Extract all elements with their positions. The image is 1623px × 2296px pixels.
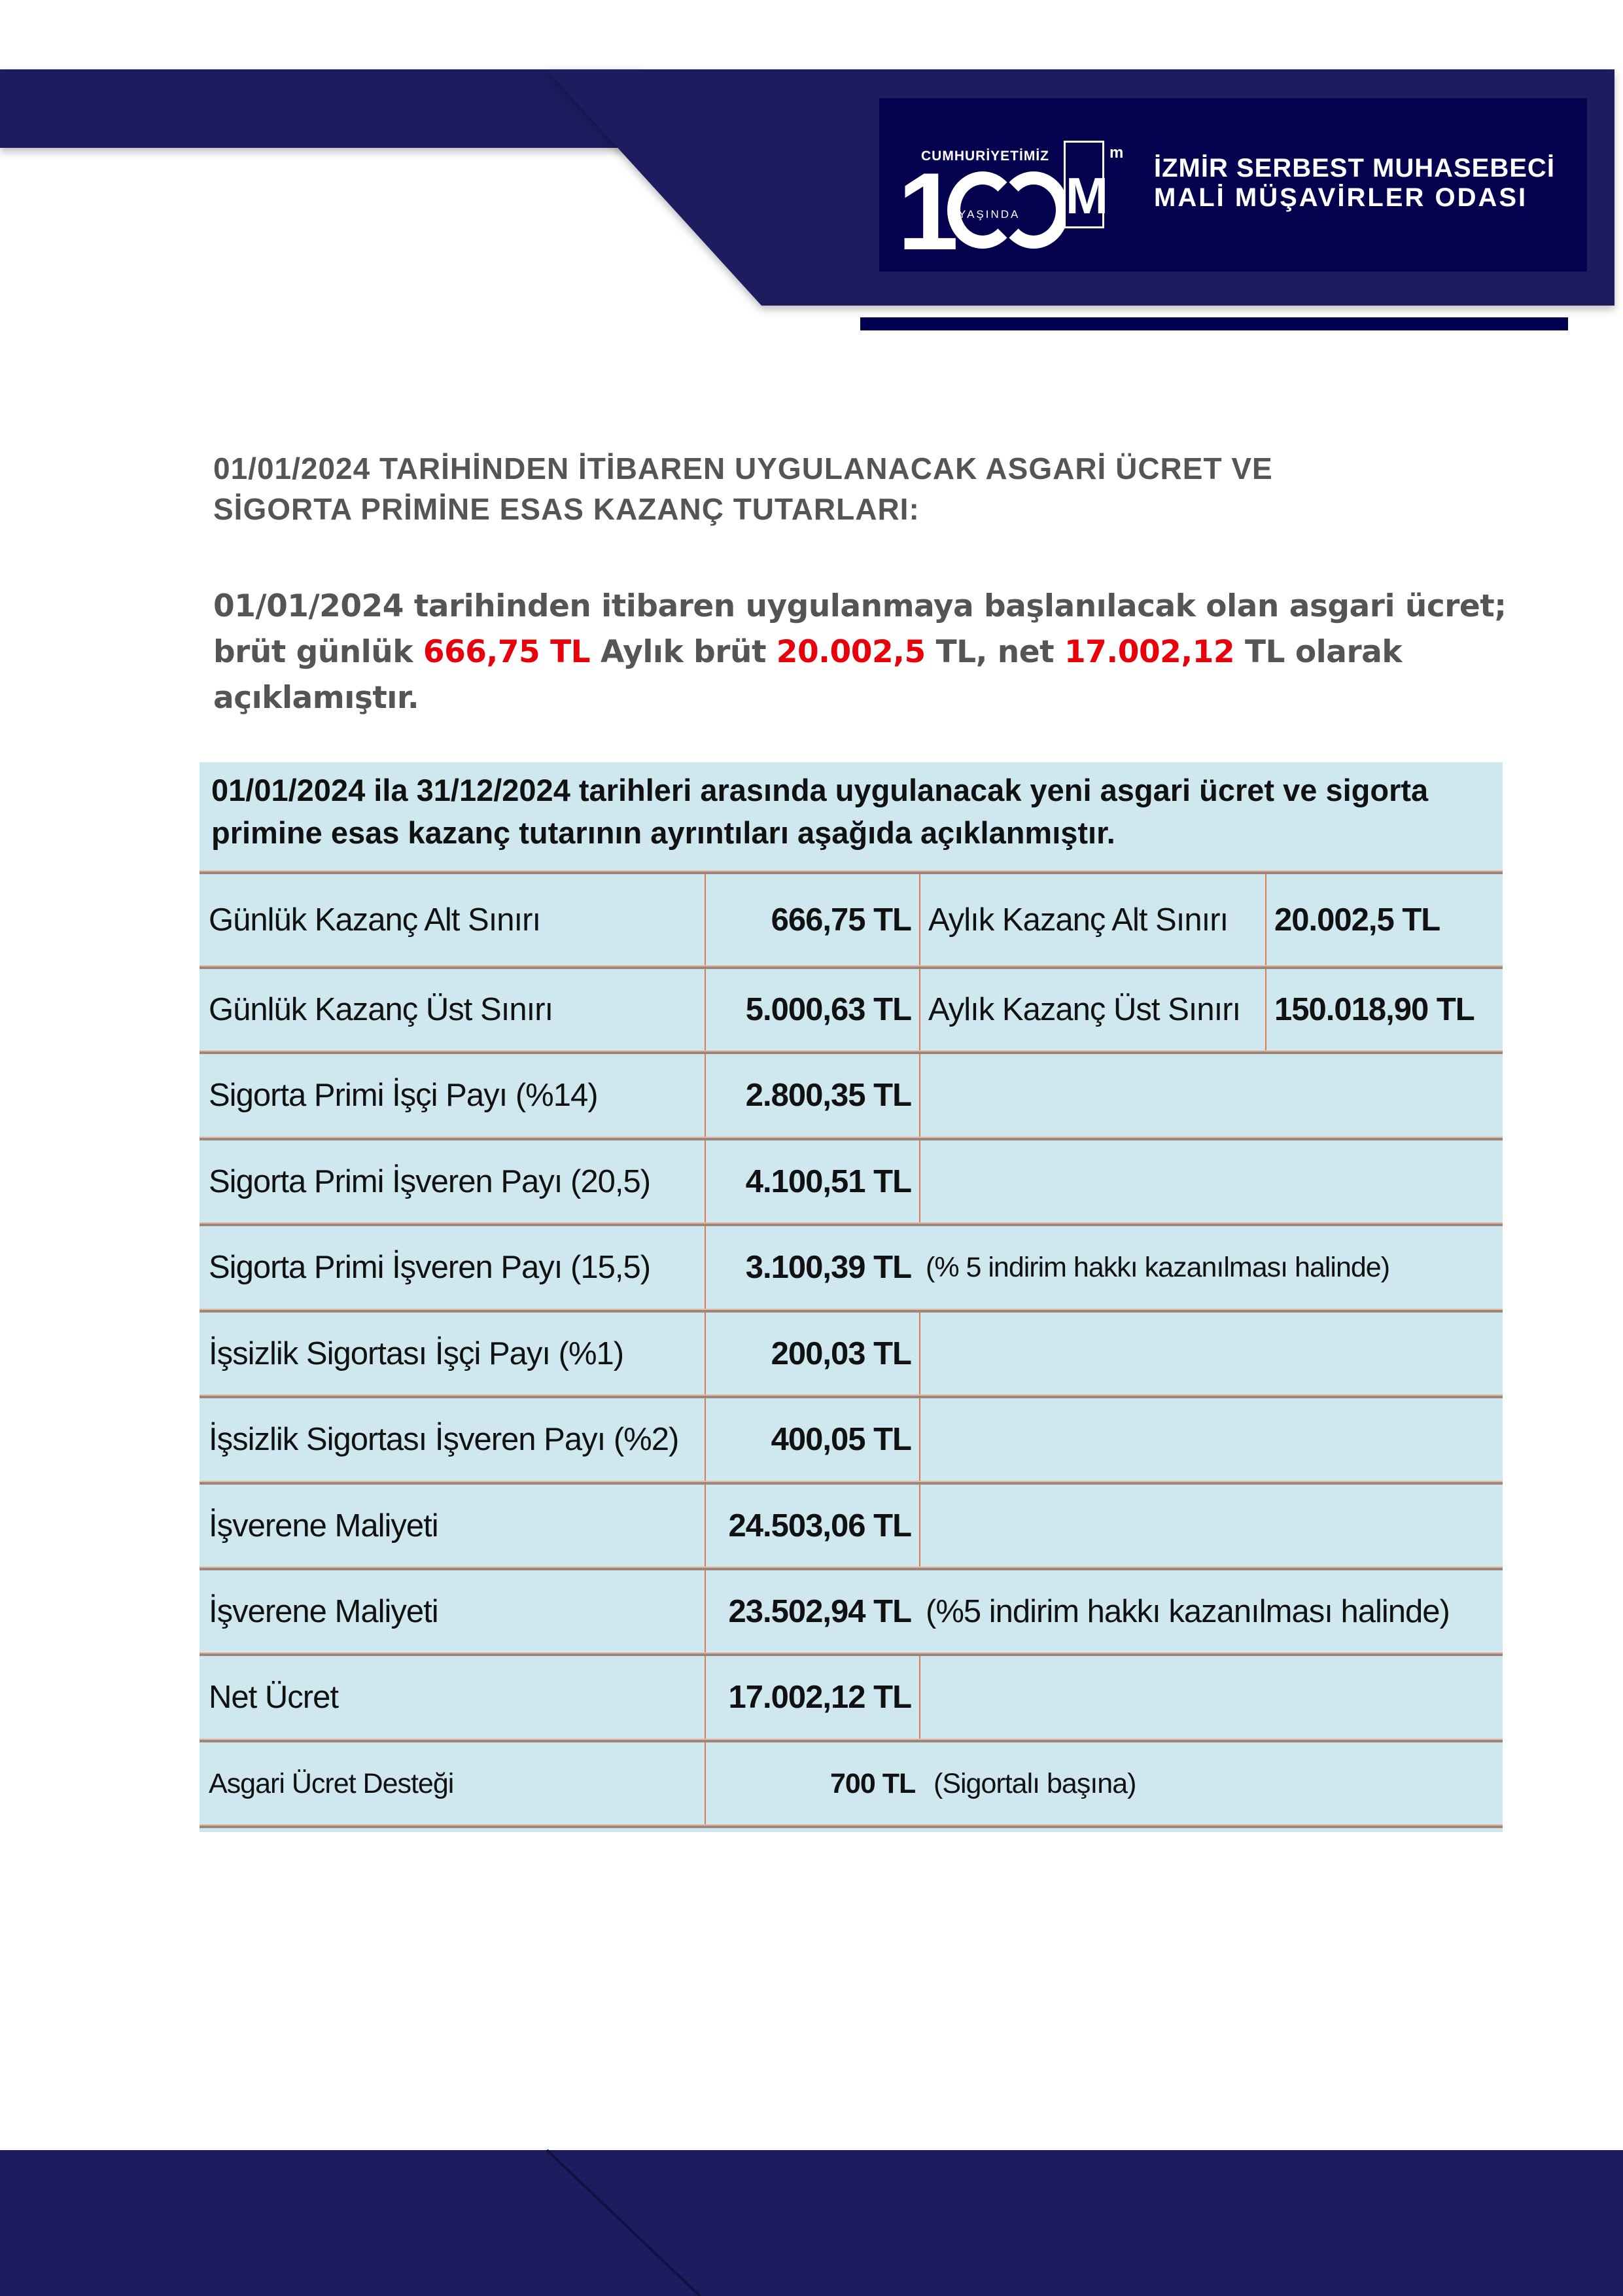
- column-divider: [1265, 874, 1266, 965]
- column-divider: [919, 1485, 920, 1566]
- row-value: 700 TL: [830, 1767, 916, 1799]
- para-text-4: TL olarak açıklamıştır.: [213, 634, 1403, 716]
- title-line-2: SİGORTA PRİMİNE ESAS KAZANÇ TUTARLARI:: [213, 492, 920, 526]
- row-divider: [200, 1824, 1503, 1828]
- footer-banner: [0, 2140, 1623, 2296]
- column-divider: [919, 969, 920, 1050]
- title-line-1: 01/01/2024 TARİHİNDEN İTİBAREN UYGULANACAK ASGARİ ÜCRET VE: [213, 451, 1273, 486]
- column-divider: [919, 1313, 920, 1394]
- logo-m-superscript: m: [1109, 144, 1124, 162]
- para-daily-gross: 666,75 TL: [423, 634, 591, 670]
- row-divider: [200, 1739, 1503, 1742]
- logo-top-text: CUMHURİYETİMİZ: [921, 149, 1049, 164]
- row-value: 3.100,39 TL: [745, 1250, 911, 1285]
- footer-band: [0, 2150, 1623, 2296]
- column-divider: [705, 1226, 706, 1309]
- row-value: 23.502,94 TL: [728, 1593, 911, 1629]
- row-divider: [200, 1050, 1503, 1054]
- row-label: İşverene Maliyeti: [209, 1508, 438, 1544]
- row-label: Net Ücret: [209, 1680, 338, 1715]
- row-note: (Sigortalı başına): [934, 1767, 1136, 1799]
- row-value-secondary: 20.002,5 TL: [1274, 902, 1440, 938]
- row-label: İşverene Maliyeti: [209, 1593, 438, 1629]
- row-value: 400,05 TL: [771, 1422, 911, 1457]
- column-divider: [705, 1656, 706, 1739]
- logo: [879, 98, 1587, 272]
- row-label: Sigorta Primi İşçi Payı (%14): [209, 1078, 598, 1113]
- logo-org-line2: MALİ MÜŞAVİRLER ODASI: [1154, 183, 1528, 212]
- logo-100-emblem: [888, 116, 1058, 273]
- row-divider: [200, 1137, 1503, 1140]
- para-text-1: 01/01/2024 tarihinden itibaren uygulanmaya başlanılacak olan asgari ücret; brüt günlük: [213, 588, 1507, 670]
- row-label: Asgari Ücret Desteği: [209, 1767, 454, 1799]
- row-divider: [200, 965, 1503, 969]
- row-note: (% 5 indirim hakkı kazanılması halinde): [926, 1252, 1390, 1283]
- row-label-secondary: Aylık Kazanç Alt Sınırı: [928, 902, 1229, 938]
- row-value-secondary: 150.018,90 TL: [1274, 992, 1475, 1027]
- row-divider: [200, 870, 1503, 874]
- row-note: (%5 indirim hakkı kazanılması halinde): [926, 1593, 1450, 1629]
- column-divider: [1265, 969, 1266, 1050]
- row-label: İşsizlik Sigortası İşçi Payı (%1): [209, 1335, 624, 1371]
- row-label: Günlük Kazanç Alt Sınırı: [209, 902, 541, 938]
- logo-digit-one: 1: [898, 150, 954, 273]
- wage-table: [200, 762, 1503, 1832]
- row-value: 24.503,06 TL: [728, 1508, 911, 1544]
- row-divider: [200, 1566, 1503, 1570]
- row-divider: [200, 1222, 1503, 1226]
- column-divider: [919, 1656, 920, 1739]
- row-value: 2.800,35 TL: [745, 1078, 911, 1113]
- row-divider: [200, 1394, 1503, 1398]
- row-divider: [200, 1481, 1503, 1485]
- header-left-band: [0, 69, 641, 148]
- column-divider: [705, 1398, 706, 1481]
- para-text-2: Aylık brüt: [590, 634, 777, 670]
- column-divider: [705, 874, 706, 965]
- row-label: Sigorta Primi İşveren Payı (20,5): [209, 1163, 651, 1199]
- row-value: 17.002,12 TL: [728, 1680, 911, 1715]
- header-accent-bar: [860, 317, 1568, 330]
- row-label-secondary: Aylık Kazanç Üst Sınırı: [928, 992, 1241, 1027]
- row-divider: [200, 1309, 1503, 1313]
- column-divider: [705, 1313, 706, 1394]
- column-divider: [705, 1570, 706, 1652]
- column-divider: [705, 1140, 706, 1222]
- column-divider: [919, 1398, 920, 1481]
- logo-m-letter: M: [1066, 167, 1108, 224]
- column-divider: [705, 1054, 706, 1137]
- row-label: İşsizlik Sigortası İşveren Payı (%2): [209, 1422, 679, 1457]
- intro-paragraph: [213, 584, 1587, 721]
- logo-org-line1: İZMİR SERBEST MUHASEBECİ: [1154, 154, 1555, 183]
- para-net: 17.002,12: [1064, 634, 1235, 670]
- row-value: 200,03 TL: [771, 1335, 911, 1371]
- row-divider: [200, 1652, 1503, 1656]
- row-value: 5.000,63 TL: [745, 992, 911, 1027]
- logo-ring-text: YAŞINDA: [958, 208, 1021, 221]
- row-value: 4.100,51 TL: [745, 1163, 911, 1199]
- logo-m-box: [1064, 141, 1108, 228]
- row-label: Günlük Kazanç Üst Sınırı: [209, 992, 553, 1027]
- para-text-3: TL, net: [925, 634, 1064, 670]
- column-divider: [919, 1054, 920, 1137]
- column-divider: [705, 969, 706, 1050]
- row-label: Sigorta Primi İşveren Payı (15,5): [209, 1250, 651, 1285]
- para-monthly-gross: 20.002,5: [776, 634, 926, 670]
- column-divider: [919, 874, 920, 965]
- document-title: [213, 448, 1456, 529]
- column-divider: [705, 1742, 706, 1824]
- table-caption: 01/01/2024 ila 31/12/2024 tarihleri arasında uygulanacak yeni asgari ücret ve sigorta primine esas kazanç tutarının ayrıntıları aşağıda açıklanmıştır.: [211, 773, 1429, 850]
- column-divider: [919, 1140, 920, 1222]
- column-divider: [705, 1485, 706, 1566]
- row-value: 666,75 TL: [771, 902, 911, 938]
